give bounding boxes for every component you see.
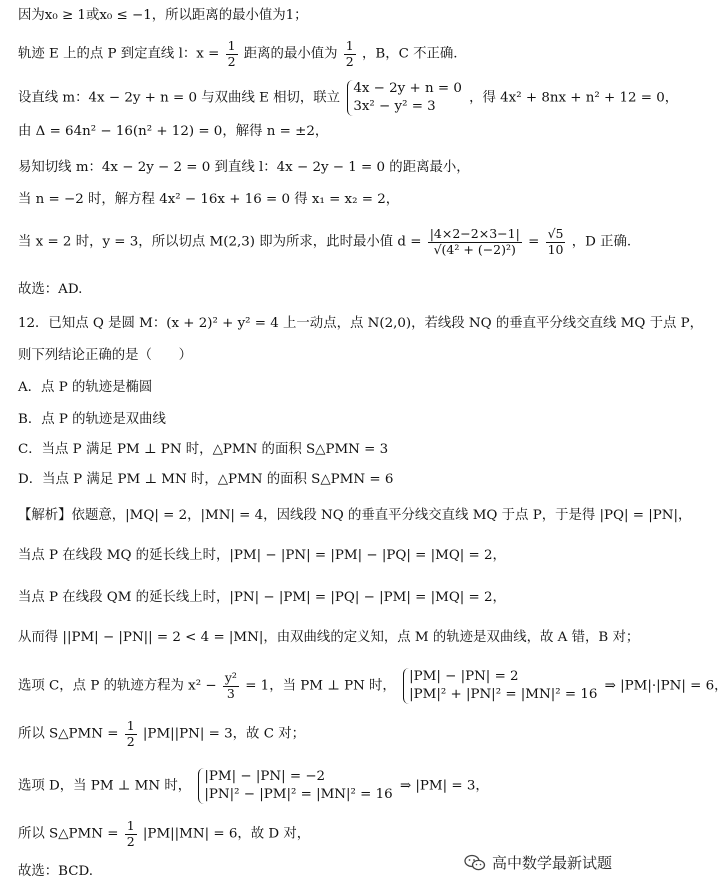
- text: |PM||MN| = 6，故 D 对，: [142, 826, 311, 842]
- solution-line-7: [18, 768, 489, 804]
- line-7: 当 x = 2 时，y = 3，所以切点 M(2,3) 即为所求，此时最小值 d = $\frac{|4\times 2-2\times 3-1|}{\text{√(4² + (−2)²)}}$ = $\frac{√5}{10}$ ，D 正确.: [18, 226, 632, 257]
- text: 所以 S△PMN =: [18, 826, 119, 842]
- text: 选项 D，当 PM ⊥ MN 时，: [18, 778, 192, 794]
- equation-system-2: |PM| − |PN| = 2 |PM|² + |PN|² = |MN|² = 16: [403, 668, 597, 704]
- fraction-half-3: $\frac{1}{2}$: [126, 718, 135, 749]
- line-5: [18, 158, 470, 178]
- watermark-text: 高中数学最新试题: [491, 854, 612, 872]
- text: = 1，当 PM ⊥ PN 时，: [245, 678, 396, 694]
- text: 因为x₀ ≥ 1或x₀ ≤ −1，所以距离的最小值为1；: [18, 8, 308, 23]
- text: 【解析】依题意，|MQ| = 2，|MN| = 4，因线段 NQ 的垂直平分线交直线 MQ 于点 P，于是得 |PQ| = |PN|，: [18, 508, 692, 523]
- text: 故选：AD.: [18, 282, 83, 297]
- text: 轨迹 E 上的点 P 到定直线 l：x =: [18, 46, 220, 62]
- option-a: [18, 378, 152, 398]
- equation-system-1: 4x − 2y + n = 0 3x² − y² = 3: [347, 80, 462, 116]
- question-12-stem: [18, 314, 703, 334]
- text: 选项 C，点 P 的轨迹方程为 x² −: [18, 678, 217, 694]
- text: A．点 P 的轨迹是椭圆: [18, 380, 153, 395]
- solution-line-6: [18, 720, 305, 748]
- text: 故选：BCD.: [18, 864, 94, 879]
- text: 则下列结论正确的是（ ）: [18, 348, 193, 363]
- text: 距离的最小值为: [243, 46, 338, 62]
- text: ，得 4x² + 8nx + n² + 12 = 0，: [469, 90, 679, 106]
- text: B．点 P 的轨迹是双曲线: [18, 412, 166, 427]
- text: ⇒ |PM|·|PN| = 6，: [604, 678, 728, 694]
- text: 设直线 m：4x − 2y + n = 0 与双曲线 E 相切，联立: [18, 90, 341, 106]
- solution-line-2: [18, 546, 506, 566]
- solution-line-3: [18, 588, 506, 608]
- watermark: [464, 852, 612, 873]
- text: 当 x = 2 时，y = 3，所以切点 M(2,3) 即为所求，此时最小值 d =: [18, 234, 422, 250]
- text: 易知切线 m：4x − 2y − 2 = 0 到直线 l：4x − 2y − 1 = 0 的距离最小，: [18, 160, 470, 175]
- solution-line-1: [18, 506, 691, 526]
- text: 从而得 ||PM| − |PN|| = 2 < 4 = |MN|，由双曲线的定义知，点 M 的轨迹是双曲线，故 A 错，B 对；: [18, 630, 640, 645]
- wechat-icon: [464, 854, 486, 872]
- text: 当点 P 在线段 QM 的延长线上时，|PN| − |PM| = |PQ| − |PM| = |MQ| = 2，: [18, 590, 506, 605]
- solution-line-9: [18, 862, 93, 882]
- fraction-half-4: $\frac{1}{2}$: [126, 818, 135, 849]
- line-1: [18, 6, 308, 26]
- line-2: [18, 40, 458, 68]
- fraction-result: $\frac{√5}{10}$: [547, 226, 564, 257]
- text: 当点 P 在线段 MQ 的延长线上时，|PM| − |PN| = |PM| − |PQ| = |MQ| = 2，: [18, 548, 506, 563]
- text: ⇒ |PM| = 3，: [399, 778, 489, 794]
- text: D．当点 P 满足 PM ⊥ MN 时，△PMN 的面积 S△PMN = 6: [18, 472, 394, 487]
- text: 当 n = −2 时，解方程 4x² − 16x + 16 = 0 得 x₁ = x₂ = 2，: [18, 192, 400, 207]
- question-12-prompt: [18, 346, 192, 366]
- fraction-distance: $\frac{|4\times 2-2\times 3-1|}{\text{√(4² + (−2)²)}}$: [429, 226, 520, 257]
- option-d: [18, 470, 393, 490]
- text: ，D 正确.: [571, 234, 632, 250]
- solution-line-4: [18, 628, 639, 648]
- text: 所以 S△PMN =: [18, 726, 119, 742]
- text: |PM||PN| = 3，故 C 对；: [142, 726, 305, 742]
- fraction-half: $\frac{1}{2}$: [227, 38, 236, 69]
- solution-line-5: [18, 668, 728, 704]
- line-4: [18, 122, 328, 142]
- equation-system-3: |PM| − |PN| = −2 |PN|² − |PM|² = |MN|² = 16: [198, 768, 392, 804]
- solution-line-8: [18, 820, 310, 848]
- text: 12．已知点 Q 是圆 M：(x + 2)² + y² = 4 上一动点，点 N(2,0)，若线段 NQ 的垂直平分线交直线 MQ 于点 P，: [18, 316, 704, 331]
- text: 由 Δ = 64n² − 16(n² + 12) = 0，解得 n = ±2，: [18, 124, 329, 139]
- fraction-half-2: $\frac{1}{2}$: [345, 38, 354, 69]
- option-c: [18, 440, 388, 460]
- line-6: [18, 190, 399, 210]
- text: C．当点 P 满足 PM ⊥ PN 时，△PMN 的面积 S△PMN = 3: [18, 442, 389, 457]
- line-8: [18, 280, 82, 300]
- fraction-y2-over-3: $\frac{\text{y²}}{3}$: [224, 670, 237, 701]
- option-b: [18, 410, 166, 430]
- text: ，B，C 不正确.: [362, 46, 458, 62]
- line-3: [18, 80, 678, 116]
